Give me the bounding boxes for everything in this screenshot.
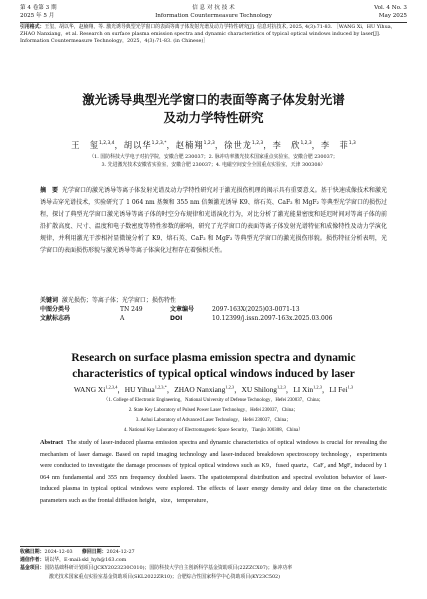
paper-title-english: Research on surface plasma emission spectra and dynamic characteristics of typical optical windows induced by laser xyxy=(71,352,356,380)
affiliations-english: （1. College of Electronic Engineering，National University of Defense Technology，Hefei 230037，China； 2. State Key Laboratory of Pulsed Power Laser Technology，Hefei 230037，China； 3. Anhui Laboratory of Advanced Laser Technology，Hefei 230037，China； 4. National Key Laboratory of Electromagnetic Space Security，Tianjin 300308，China） xyxy=(103,398,324,433)
abstract-english xyxy=(40,437,387,507)
paper-title-chinese: 激光诱导典型光学窗口的表面等离子体发射光谱 及动力学特性研究 xyxy=(82,92,345,125)
affiliations-chinese: （1. 国防科技大学电子对抗学院，安徽合肥 230037；2. 脉冲功率激光技术国家重点实验室，安徽合肥 230037； 3. 先进激光技术安徽省实验室，安徽合肥 230037；4. 电磁空间安全全国重点实验室，天津 300308） xyxy=(89,154,338,168)
author-name: XU Shilong xyxy=(241,385,278,394)
abstract-body: The study of laser-induced plasma emission spectra and dynamic characteristics of optical windows is crucial for revealing the mechanism of laser damage. Based on rapid imaging technology and laser-induced breakdown spectroscopy technology，experiments were conducted to investigate the damage processes of typical optical windows such as K9，fused quartz，CaF₂ and MgF₂ induced by 1 064 nm fundamental and 355 nm frequency doubled lasers. The spatiotemporal distribution and spectral evolution behavior of laser-induced plasma in typical optical windows were explored. The effects of laser energy density and delay time on the characteristic parameters such as the frontal diffusion height，size，temperature， xyxy=(40,439,387,504)
abstract-body: 光学窗口的激光诱导等离子体发射光谱及动力学特性研究对于激光损伤机理的揭示具有重要意义。基于快速成像技术和激光诱导击穿光谱技术，实验研究了 1 064 nm 基频和 355 nm 倍频激光诱导 K9、熔石英、CaF₂ 和 MgF₂ 等典型光学窗口的损伤过程，探讨了典型光学窗口激光诱导等离子体的时空分布规律和光谱演化行为，对比分析了激光能量密度和延迟时间对等离子体的前沿扩散高度、尺寸、温度和电子数密度等特性参数的影响，研究了光学窗口的表面等离子体发射光谱特征和成像特性及动力学演化规律，并利用激光干涉相衬显微镜分析了 K9、熔石英、CaF₂ 和 MgF₂ 等典型光学窗口的激光损伤形貌。损伤特征分析表明，光学窗口的表面损伤形貌与激光诱导等离子体演化过程存在着强相关性。 xyxy=(40,187,387,254)
author-name: 胡以华 xyxy=(123,140,152,150)
citation-format: 引用格式：王玺，胡以华，赵楠翔，等. 激光诱导典型光学窗口的表面等离子体发射光谱及动力学特性研究[J]. 信息对抗技术, 2025, 4(3):71-83. ［WANG Xi，HU Yihua，ZHAO Nanxiang，et al. Research on surface plasma emission spectra and dynamic characteristics of typical optical windows induced by laser[J]. Information Countermeasure Technology，2025，4(3):71-83. (in Chinese)］ xyxy=(20,24,396,44)
doi-link[interactable]: 10.12399/j.issn.2097-163x.2025.03.006 xyxy=(212,314,333,322)
author-list-english: WANG Xi$^{1,2,3,4}$，HU Yihua$^{1,2,3,*}$，ZHAO Nanxiang$^{1,2,3}$，XU Shilong$^{1,2,3}$，LI Xin$^{1,2,3}$，LI Fei$^{1,3}$ xyxy=(73,384,354,394)
author-name: 李 菲 xyxy=(320,140,349,150)
author-list-chinese: 王 玺$^{1,2,3,4}$，胡以华$^{1,2,3,*}$，赵楠翔$^{1,2,3}$，徐世龙$^{1,2,3}$，李 欣$^{1,2,3}$，李 菲$^{1,3}$ xyxy=(71,140,356,150)
footnotes: 收稿日期：2024-12-03 修回日期：2024-12-27 通信作者：胡以华，E-mail:skl_hyh@163.com 基金项目：国防基础科研计划项目(JCKY2023230C010)；国防科技大学自主创新科学基金资助项目(22ZZCX07)；脉冲功率 激光技术国家重点实验室基金资助项目(SKL2022ZR10)；合肥综合性国家科学中心资助项目(KY23C502) xyxy=(20,549,293,580)
volume-info: Vol. 4 No. 3 May 2025 xyxy=(374,5,407,19)
keywords-chinese: 关键词 激光损伤；等离子体；光学窗口；损伤特性 xyxy=(40,297,176,304)
author-name: 王 玺 xyxy=(71,140,100,150)
issue-info: 第 4 卷第 3 期 2025 年 5 月 xyxy=(20,5,57,19)
author-name: 徐世龙 xyxy=(224,140,253,150)
abstract-chinese xyxy=(40,185,387,257)
author-name: ZHAO Nanxiang xyxy=(174,385,226,394)
author-name: LI Fei xyxy=(329,385,348,394)
author-name: HU Yihua xyxy=(124,385,155,394)
author-name: LI Xin xyxy=(293,385,314,394)
classification-info: 中图分类号 TN 249 文章编号 2097-163X(2025)03-0071-13 文献标志码 A DOI 10.12399/j.issn.2097-163x.2025.03.006 xyxy=(40,306,333,322)
abstract-label: Abstract xyxy=(40,439,64,446)
header-divider xyxy=(20,22,407,23)
footnote-divider xyxy=(20,546,120,547)
author-name: WANG Xi xyxy=(73,385,106,394)
author-name: 李 欣 xyxy=(272,140,301,150)
abstract-label: 摘 要 xyxy=(40,187,59,194)
journal-name: 信 息 对 抗 技 术 Information Countermeasure Technology xyxy=(155,5,272,19)
author-name: 赵楠翔 xyxy=(175,140,204,150)
corresponding-email: 胡以华，E-mail:skl_hyh@163.com xyxy=(44,557,127,564)
